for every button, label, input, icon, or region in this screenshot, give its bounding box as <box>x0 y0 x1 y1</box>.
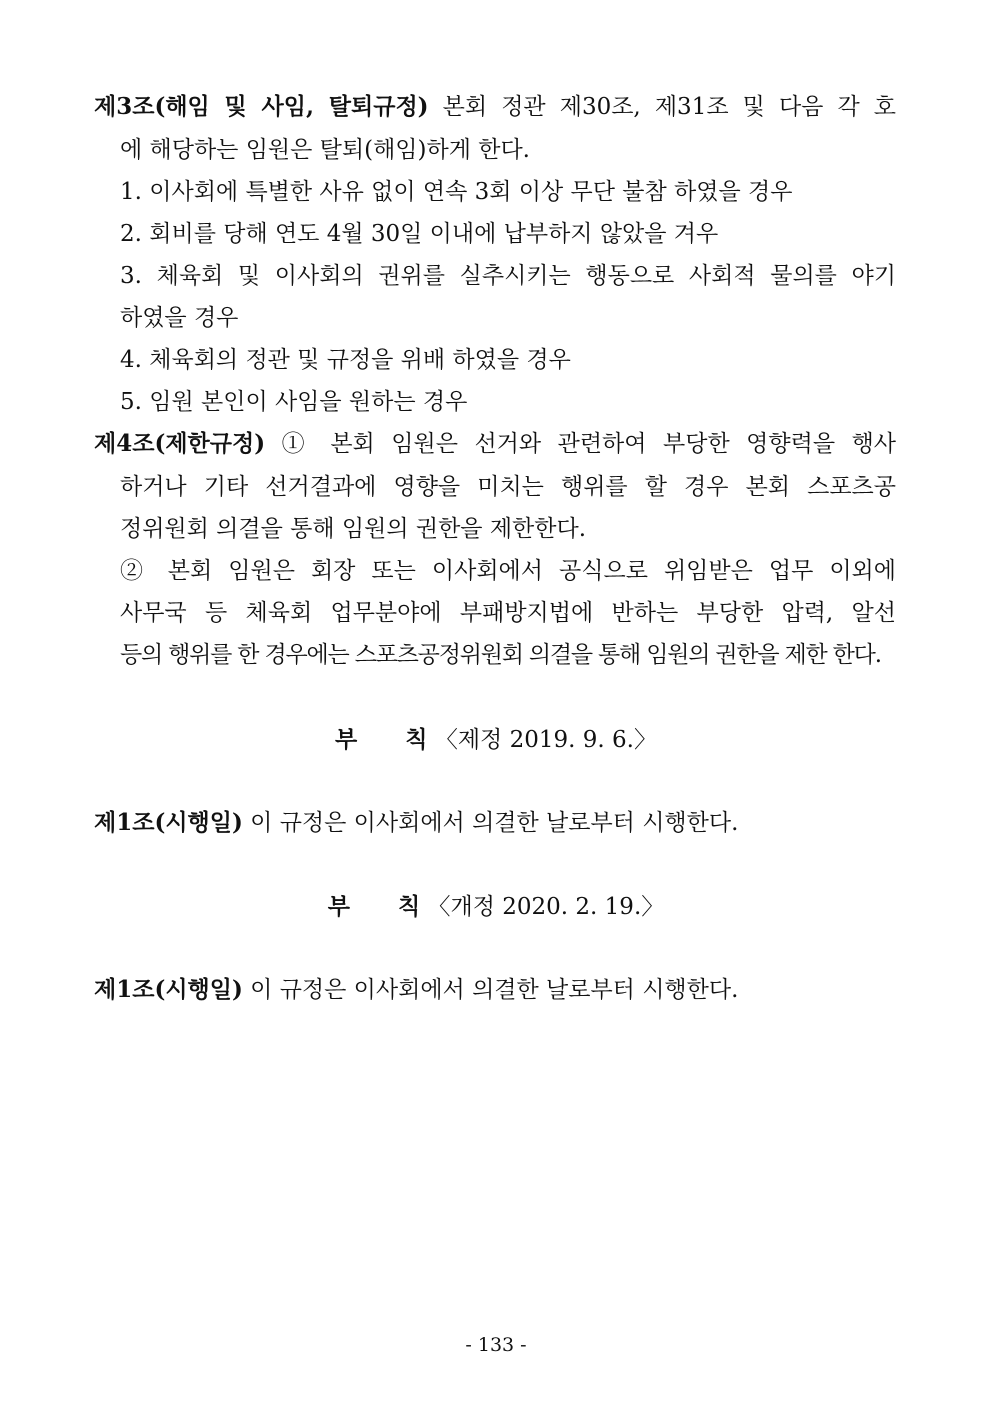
article3-item-2: 2. 회비를 당해 연도 4월 30일 이내에 납부하지 않았을 겨우 <box>120 221 719 247</box>
article3-item-4: 4. 체육회의 정관 및 규정을 위배 하였을 경우 <box>120 347 571 373</box>
supplement1-article-title: 제1조(시행일) <box>94 809 243 836</box>
article3-intro-continued: 에 해당하는 임원은 탈퇴(해임)하게 한다. <box>120 137 530 163</box>
page-number: - 133 - <box>465 1334 527 1356</box>
article4-first-line <box>94 429 896 459</box>
article4-clause2-line1: ② 본회 임원은 회장 또는 이사회에서 공식으로 위임받은 업무 이외에 <box>120 558 896 584</box>
supplement1-article-line <box>94 808 896 838</box>
article4-clause1-line3: 정위원회 의결을 통해 임원의 권한을 제한한다. <box>120 516 587 542</box>
supplement2-article-title: 제1조(시행일) <box>94 976 243 1003</box>
article4-clause2-line3: 등의 행위를 한 경우에는 스포츠공정위원회 의결을 통해 임원의 권한을 제한 한다. <box>120 642 881 668</box>
article3-item-1: 1. 이사회에 특별한 사유 없이 연속 3회 이상 무단 불참 하였을 경우 <box>120 179 793 205</box>
supplement1-article-text: 이 규정은 이사회에서 의결한 날로부터 시행한다. <box>250 810 739 836</box>
article3-intro: 본회 정관 제30조, 제31조 및 다음 각 호 <box>442 94 897 120</box>
supplement2-heading-line <box>0 892 992 922</box>
article4-clause1-line2: 하거나 기타 선거결과에 영향을 미치는 행위를 할 경우 본회 스포츠공 <box>120 474 896 500</box>
article4-title: 제4조(제한규정) <box>94 430 266 457</box>
supplement2-date: 〈개정 2020. 2. 19.〉 <box>427 894 665 920</box>
supplement1-heading: 부 칙 <box>335 726 428 753</box>
article4-clause2-line2: 사무국 등 체육회 업무분야에 부패방지법에 반하는 부당한 압력, 알선 <box>120 600 896 626</box>
supplement2-article-text: 이 규정은 이사회에서 의결한 날로부터 시행한다. <box>250 977 739 1003</box>
supplement1-heading-line <box>0 725 992 755</box>
article3-item-3-continued: 하였을 경우 <box>120 305 239 331</box>
article3-title: 제3조(해임 및 사임, 탈퇴규정) <box>94 93 429 120</box>
article3-item-3: 3. 체육회 및 이사회의 권위를 실추시키는 행동으로 사회적 물의를 야기 <box>120 263 896 289</box>
article3-first-line <box>94 92 896 122</box>
supplement2-heading: 부 칙 <box>327 893 421 920</box>
supplement1-date: 〈제정 2019. 9. 6.〉 <box>434 727 657 753</box>
article4-clause1: ① 본회 임원은 선거와 관련하여 부당한 영향력을 행사 <box>281 431 897 457</box>
supplement2-article-line <box>94 975 896 1005</box>
article3-item-5: 5. 임원 본인이 사임을 원하는 경우 <box>120 389 468 415</box>
